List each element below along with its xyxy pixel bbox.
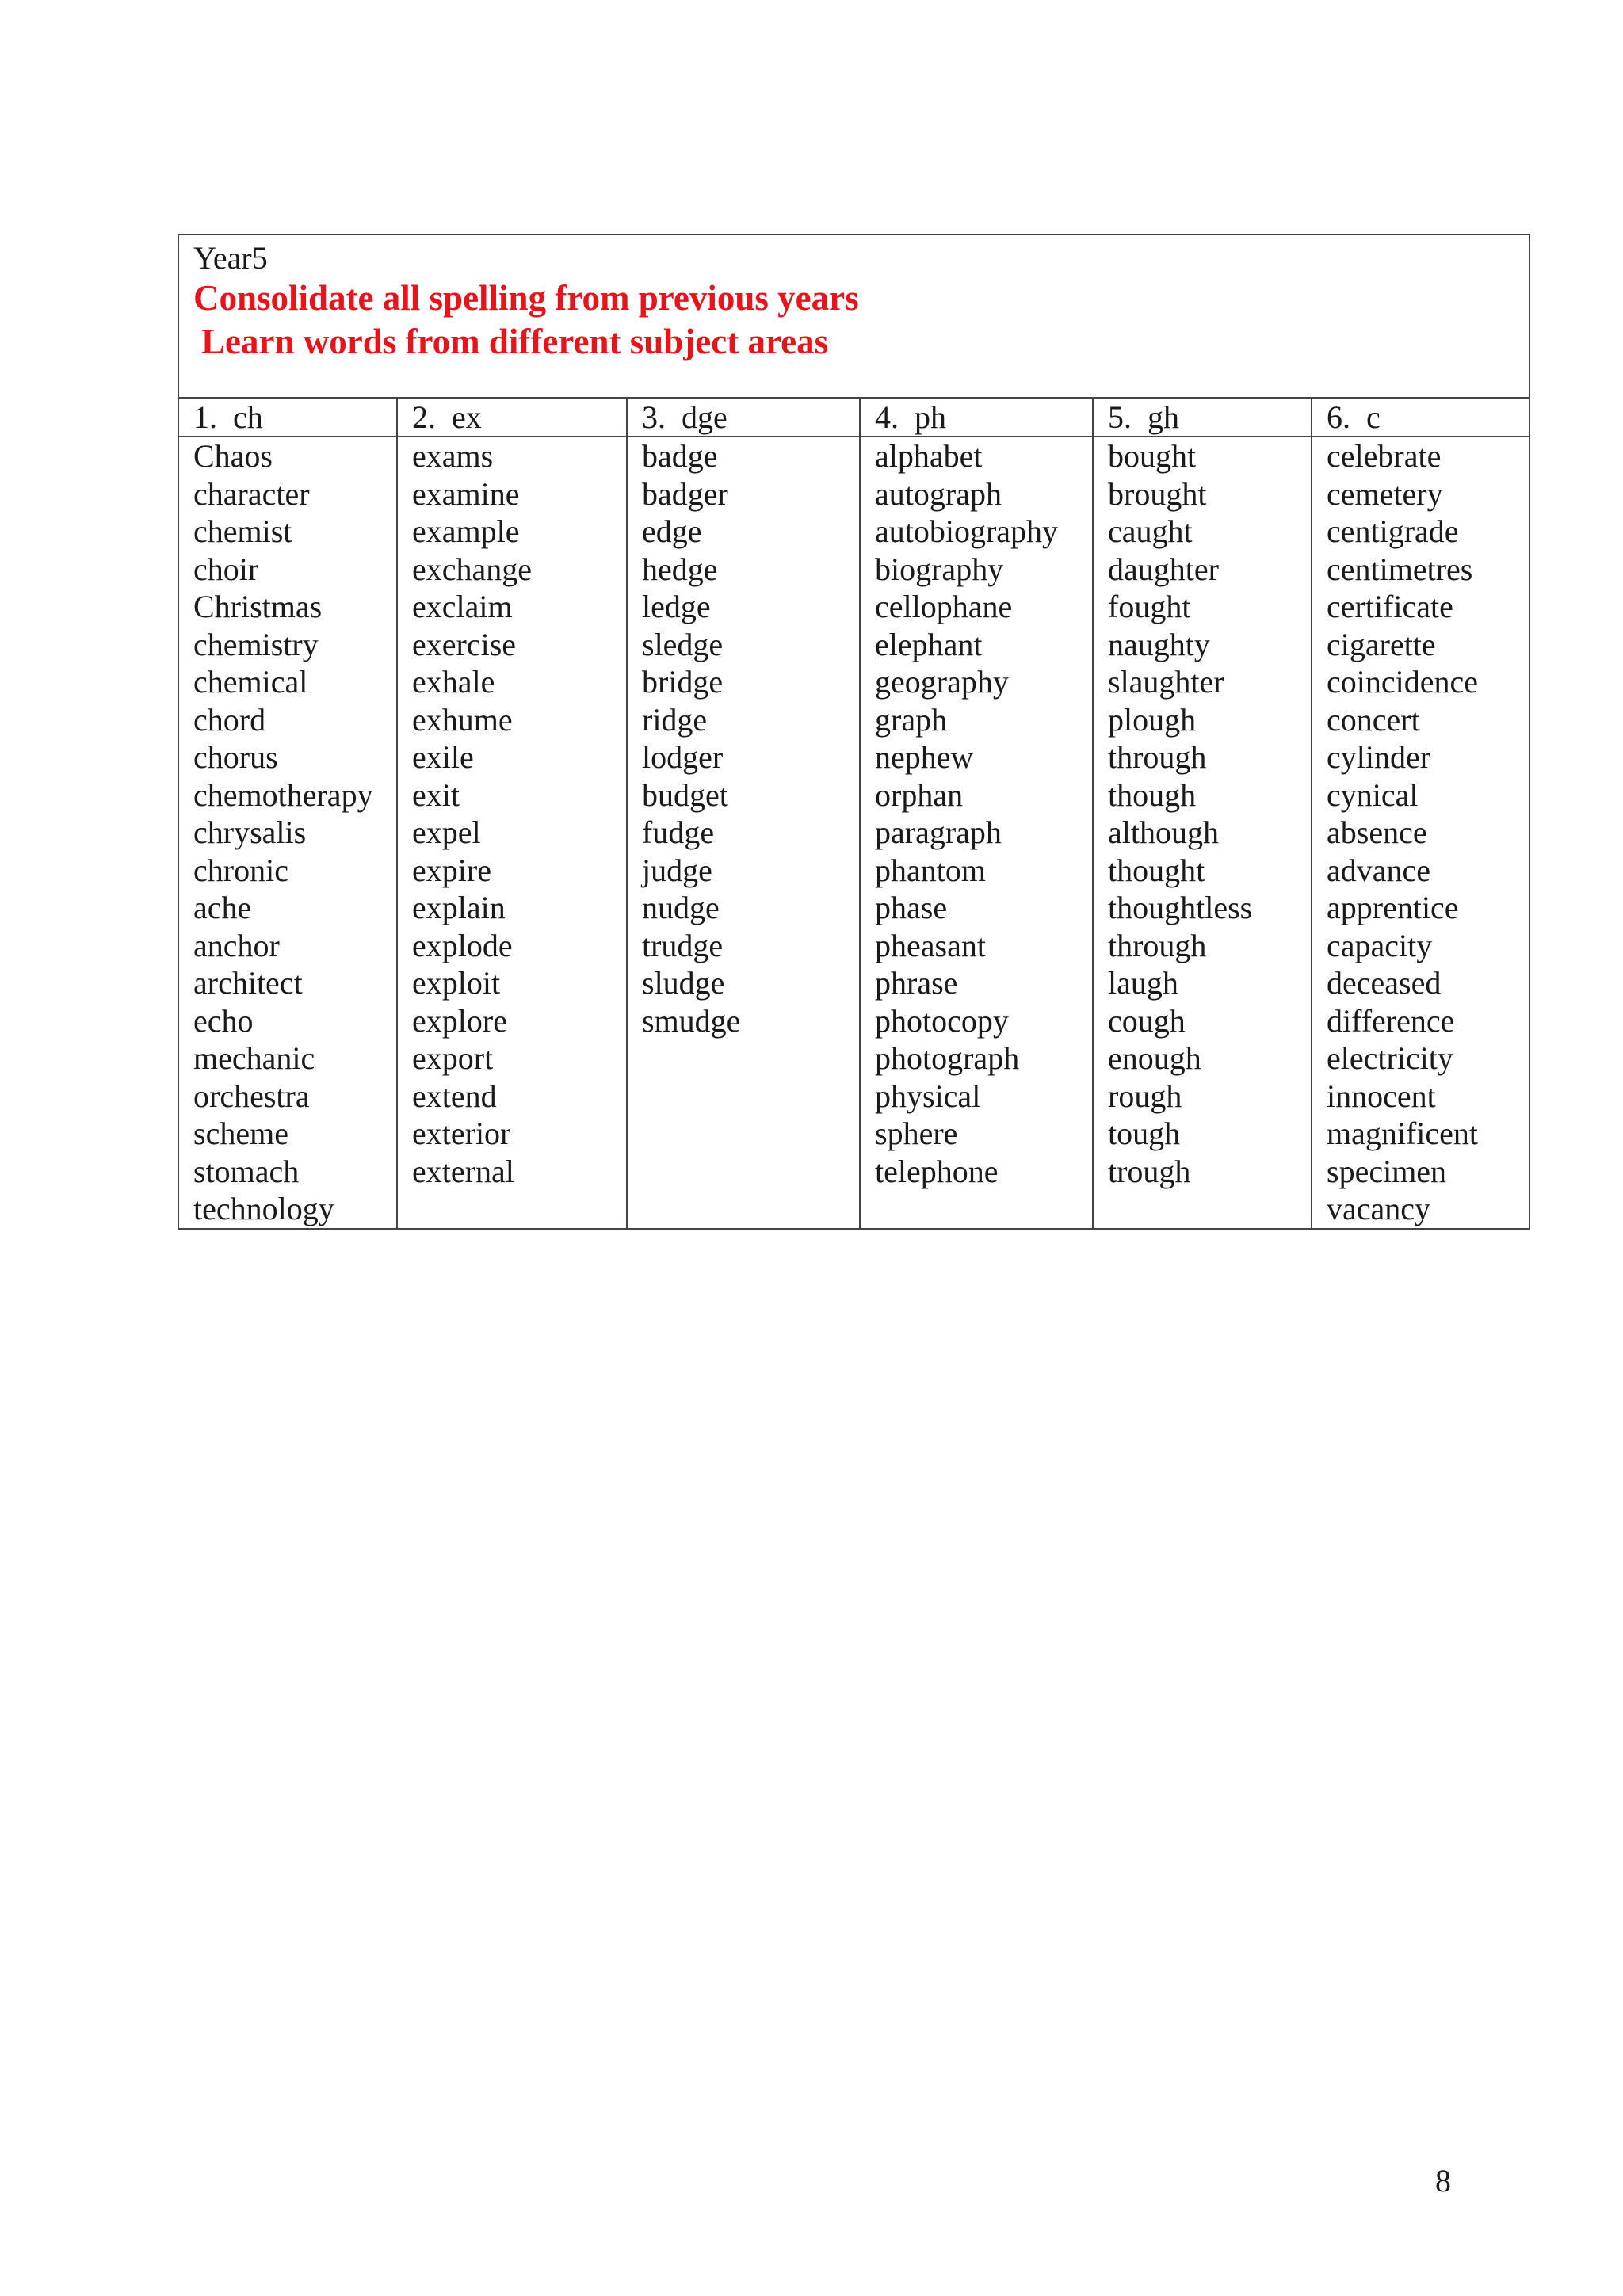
word-item: exploit xyxy=(412,965,501,1001)
word-item: laugh xyxy=(1108,965,1178,1001)
column-heading-ex: 2. ex xyxy=(397,398,627,437)
spelling-table xyxy=(178,234,1530,1230)
word-item: exams xyxy=(412,438,494,474)
word-item: bought xyxy=(1108,438,1197,474)
word-item: chemistry xyxy=(193,626,319,662)
word-item: echo xyxy=(193,1002,254,1039)
word-item: through xyxy=(1108,927,1207,963)
word-item: choir xyxy=(193,551,259,587)
column-headings-row xyxy=(178,398,1529,437)
word-item: centimetres xyxy=(1327,551,1473,587)
word-list-dge xyxy=(627,437,860,1229)
word-item: chemist xyxy=(193,513,292,549)
word-item: anchor xyxy=(193,927,280,963)
column-heading-c: 6. c xyxy=(1312,398,1529,437)
word-item: enough xyxy=(1108,1040,1201,1076)
word-item: chemical xyxy=(193,664,308,700)
word-item: ridge xyxy=(642,701,708,738)
heading-subject-areas: Learn words from different subject areas xyxy=(201,322,829,361)
word-item: expire xyxy=(412,852,491,888)
word-item: fudge xyxy=(642,814,715,850)
word-item: nudge xyxy=(642,890,720,925)
word-item: plough xyxy=(1108,701,1197,738)
word-item: Christmas xyxy=(193,589,323,624)
heading-consolidate: Consolidate all spelling from previous years xyxy=(193,278,859,318)
word-item: exchange xyxy=(412,551,533,587)
word-item: scheme xyxy=(193,1116,288,1151)
word-item: celebrate xyxy=(1327,438,1442,474)
word-item: cylinder xyxy=(1327,739,1431,775)
word-item: autobiography xyxy=(875,513,1059,549)
word-item: sphere xyxy=(875,1116,958,1151)
word-item: hedge xyxy=(642,551,718,587)
word-item: rough xyxy=(1108,1077,1182,1114)
word-item: expel xyxy=(412,814,481,850)
word-item: slaughter xyxy=(1108,664,1224,700)
word-item: through xyxy=(1108,739,1207,775)
word-item: geography xyxy=(875,664,1009,700)
word-item: badge xyxy=(642,438,718,474)
word-item: example xyxy=(412,513,520,549)
column-heading-ph: 4. ph xyxy=(860,398,1093,437)
word-item: orphan xyxy=(875,776,964,813)
word-item: absence xyxy=(1327,814,1427,850)
word-item: chemotherapy xyxy=(193,776,373,813)
word-item: exit xyxy=(412,776,460,813)
word-item: sledge xyxy=(642,626,724,662)
word-item: mechanic xyxy=(193,1040,315,1076)
word-item: phrase xyxy=(875,965,958,1001)
word-item: phantom xyxy=(875,852,986,888)
word-item: smudge xyxy=(642,1002,741,1039)
word-item: nephew xyxy=(875,739,974,775)
word-item: edge xyxy=(642,513,702,549)
word-list-ex xyxy=(397,437,627,1229)
word-item: external xyxy=(412,1153,514,1189)
word-item: explode xyxy=(412,927,513,963)
word-item: cigarette xyxy=(1327,626,1436,662)
word-item: thoughtless xyxy=(1108,890,1253,925)
word-list-ph xyxy=(860,437,1093,1229)
word-item: daughter xyxy=(1108,551,1219,587)
word-item: exercise xyxy=(412,626,517,662)
word-item: technology xyxy=(193,1191,334,1226)
word-item: chorus xyxy=(193,739,278,775)
word-item: physical xyxy=(875,1077,981,1114)
word-item: biography xyxy=(875,551,1004,587)
word-item: explore xyxy=(412,1002,507,1039)
word-lists-row xyxy=(178,437,1529,1229)
word-item: cough xyxy=(1108,1002,1186,1039)
word-item: specimen xyxy=(1327,1153,1447,1189)
word-item: fought xyxy=(1108,589,1191,624)
word-item: ache xyxy=(193,890,252,925)
word-item: cemetery xyxy=(1327,475,1443,512)
word-item: advance xyxy=(1327,852,1431,888)
word-item: architect xyxy=(193,965,303,1001)
word-item: magnificent xyxy=(1327,1116,1479,1151)
table-header-cell xyxy=(178,235,1529,398)
word-item: photocopy xyxy=(875,1002,1009,1039)
word-item: bridge xyxy=(642,664,724,700)
word-item: difference xyxy=(1327,1002,1455,1039)
word-item: judge xyxy=(642,852,712,888)
word-item: exhume xyxy=(412,701,513,738)
word-item: pheasant xyxy=(875,927,986,963)
word-item: centigrade xyxy=(1327,513,1459,549)
word-item: naughty xyxy=(1108,626,1210,662)
year-label: Year5 xyxy=(193,240,268,276)
word-item: trough xyxy=(1108,1153,1191,1189)
word-item: phase xyxy=(875,890,948,925)
word-item: badger xyxy=(642,475,728,512)
word-item: capacity xyxy=(1327,927,1433,963)
word-item: cynical xyxy=(1327,776,1419,813)
word-item: trudge xyxy=(642,927,724,963)
word-list-c xyxy=(1312,437,1529,1229)
word-item: elephant xyxy=(875,626,983,662)
word-item: character xyxy=(193,475,310,512)
word-item: exile xyxy=(412,739,474,775)
word-item: Chaos xyxy=(193,438,273,474)
word-item: tough xyxy=(1108,1116,1181,1151)
word-item: telephone xyxy=(875,1153,999,1189)
word-item: autograph xyxy=(875,475,1002,512)
word-item: exclaim xyxy=(412,589,513,624)
word-item: chrysalis xyxy=(193,814,307,850)
word-item: lodger xyxy=(642,739,724,775)
column-heading-dge: 3. dge xyxy=(627,398,860,437)
word-item: certificate xyxy=(1327,589,1453,624)
word-item: although xyxy=(1108,814,1219,850)
word-item: export xyxy=(412,1040,494,1076)
word-item: thought xyxy=(1108,852,1205,888)
word-item: graph xyxy=(875,701,948,738)
word-item: coincidence xyxy=(1327,664,1478,700)
word-item: paragraph xyxy=(875,814,1002,850)
word-item: innocent xyxy=(1327,1077,1436,1114)
word-item: concert xyxy=(1327,701,1420,738)
word-item: stomach xyxy=(193,1153,300,1189)
word-list-ch xyxy=(178,437,397,1229)
page-number: 8 xyxy=(1435,2163,1451,2199)
word-item: chord xyxy=(193,701,266,738)
word-item: electricity xyxy=(1327,1040,1453,1076)
word-item: extend xyxy=(412,1077,497,1114)
word-list-gh xyxy=(1093,437,1312,1229)
word-item: brought xyxy=(1108,475,1207,512)
word-item: photograph xyxy=(875,1040,1020,1076)
word-item: explain xyxy=(412,890,506,925)
word-item: cellophane xyxy=(875,589,1013,624)
word-item: chronic xyxy=(193,852,288,888)
word-item: exterior xyxy=(412,1116,511,1151)
word-item: vacancy xyxy=(1327,1191,1431,1226)
word-item: exhale xyxy=(412,664,495,700)
word-item: orchestra xyxy=(193,1077,310,1114)
word-item: alphabet xyxy=(875,438,983,474)
column-heading-ch: 1. ch xyxy=(178,398,397,437)
word-item: though xyxy=(1108,776,1197,813)
column-heading-gh: 5. gh xyxy=(1093,398,1312,437)
word-item: deceased xyxy=(1327,965,1442,1001)
word-item: caught xyxy=(1108,513,1193,549)
table-header-row xyxy=(178,235,1529,398)
word-item: ledge xyxy=(642,589,711,624)
word-item: apprentice xyxy=(1327,890,1459,925)
word-item: budget xyxy=(642,776,728,813)
word-item: examine xyxy=(412,475,520,512)
word-item: sludge xyxy=(642,965,725,1001)
